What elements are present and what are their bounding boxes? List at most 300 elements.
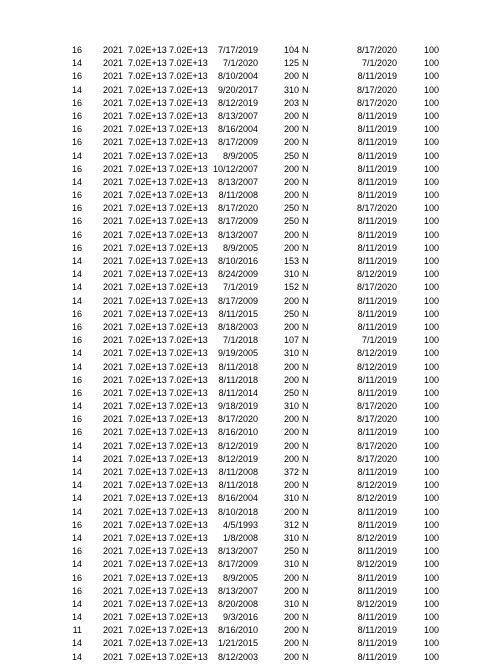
id-cell-1: 7.02E+13 xyxy=(128,335,167,346)
id-cell-2: 7.02E+13 xyxy=(169,163,208,174)
amount-cell: 200 xyxy=(283,612,299,623)
start-date-cell: 9/3/2016 xyxy=(222,612,258,623)
code-cell: 16 xyxy=(71,585,82,596)
spreadsheet-table xyxy=(0,44,494,664)
flag-cell: N xyxy=(302,335,309,346)
code-cell: 14 xyxy=(71,256,82,266)
percent-cell: 100 xyxy=(423,242,439,253)
end-date-cell: 8/12/2019 xyxy=(356,532,397,543)
amount-cell: 312 xyxy=(283,519,299,530)
end-date-cell: 8/11/2019 xyxy=(357,308,397,319)
table-row xyxy=(0,479,494,492)
flag-cell: N xyxy=(302,308,309,319)
start-date-cell: 4/5/1993 xyxy=(222,519,258,530)
id-cell-2: 7.02E+13 xyxy=(169,374,208,385)
start-date-cell: 8/13/2007 xyxy=(217,546,258,557)
end-date-cell: 8/11/2019 xyxy=(357,256,397,266)
amount-cell: 310 xyxy=(283,559,299,570)
end-date-cell: 8/17/2020 xyxy=(356,440,397,451)
code-cell: 14 xyxy=(71,295,82,306)
id-cell-2: 7.02E+13 xyxy=(169,110,208,121)
year-cell: 2021 xyxy=(102,163,123,174)
year-cell: 2021 xyxy=(102,598,123,609)
code-cell: 16 xyxy=(71,137,82,148)
table-row xyxy=(0,440,494,453)
percent-cell: 100 xyxy=(423,374,439,385)
table-row xyxy=(0,651,494,664)
id-cell-2: 7.02E+13 xyxy=(169,84,208,95)
year-cell: 2021 xyxy=(102,559,123,570)
table-row xyxy=(0,215,494,228)
id-cell-1: 7.02E+13 xyxy=(128,216,167,227)
table-row xyxy=(0,598,494,611)
amount-cell: 200 xyxy=(283,229,299,240)
id-cell-2: 7.02E+13 xyxy=(169,546,208,557)
amount-cell: 200 xyxy=(283,506,299,517)
percent-cell: 100 xyxy=(423,401,439,412)
code-cell: 14 xyxy=(71,269,82,280)
amount-cell: 104 xyxy=(283,45,299,55)
amount-cell: 310 xyxy=(283,532,299,543)
id-cell-1: 7.02E+13 xyxy=(128,110,167,121)
year-cell: 2021 xyxy=(102,651,123,662)
end-date-cell: 8/17/2020 xyxy=(356,401,397,412)
end-date-cell: 8/12/2019 xyxy=(356,361,397,372)
id-cell-2: 7.02E+13 xyxy=(169,45,208,55)
id-cell-2: 7.02E+13 xyxy=(169,203,208,214)
flag-cell: N xyxy=(302,519,309,530)
percent-cell: 100 xyxy=(423,612,439,623)
code-cell: 14 xyxy=(71,282,82,293)
id-cell-2: 7.02E+13 xyxy=(169,308,208,319)
table-row xyxy=(0,229,494,242)
percent-cell: 100 xyxy=(423,519,439,530)
start-date-cell: 8/9/2005 xyxy=(222,242,258,253)
id-cell-2: 7.02E+13 xyxy=(169,124,208,135)
flag-cell: N xyxy=(302,269,309,280)
start-date-cell: 8/20/2008 xyxy=(217,598,258,609)
code-cell: 14 xyxy=(71,58,82,69)
id-cell-2: 7.02E+13 xyxy=(169,137,208,148)
code-cell: 14 xyxy=(71,176,82,187)
id-cell-1: 7.02E+13 xyxy=(128,190,167,201)
end-date-cell: 8/11/2019 xyxy=(357,137,397,148)
end-date-cell: 8/11/2019 xyxy=(357,638,397,649)
end-date-cell: 8/11/2019 xyxy=(357,387,397,398)
year-cell: 2021 xyxy=(102,546,123,557)
id-cell-2: 7.02E+13 xyxy=(169,348,208,359)
flag-cell: N xyxy=(302,256,309,266)
percent-cell: 100 xyxy=(423,45,439,55)
start-date-cell: 9/20/2017 xyxy=(217,84,258,95)
year-cell: 2021 xyxy=(102,585,123,596)
table-row xyxy=(0,163,494,176)
percent-cell: 100 xyxy=(423,559,439,570)
start-date-cell: 8/13/2007 xyxy=(217,176,258,187)
id-cell-2: 7.02E+13 xyxy=(169,572,208,583)
start-date-cell: 8/17/2020 xyxy=(217,203,258,214)
code-cell: 16 xyxy=(71,190,82,201)
year-cell: 2021 xyxy=(102,295,123,306)
amount-cell: 200 xyxy=(283,137,299,148)
amount-cell: 200 xyxy=(283,414,299,425)
flag-cell: N xyxy=(302,282,309,293)
code-cell: 11 xyxy=(72,625,82,636)
id-cell-1: 7.02E+13 xyxy=(128,598,167,609)
start-date-cell: 10/12/2007 xyxy=(212,163,258,174)
id-cell-1: 7.02E+13 xyxy=(128,493,167,504)
id-cell-2: 7.02E+13 xyxy=(169,427,208,438)
table-row xyxy=(0,189,494,202)
code-cell: 16 xyxy=(71,203,82,214)
flag-cell: N xyxy=(302,71,309,82)
percent-cell: 100 xyxy=(423,150,439,161)
end-date-cell: 8/11/2019 xyxy=(357,651,397,662)
flag-cell: N xyxy=(302,427,309,438)
id-cell-2: 7.02E+13 xyxy=(169,506,208,517)
id-cell-2: 7.02E+13 xyxy=(169,598,208,609)
percent-cell: 100 xyxy=(423,321,439,332)
amount-cell: 107 xyxy=(283,335,299,346)
start-date-cell: 8/17/2009 xyxy=(217,137,258,148)
percent-cell: 100 xyxy=(423,625,439,636)
end-date-cell: 8/17/2020 xyxy=(356,84,397,95)
year-cell: 2021 xyxy=(102,229,123,240)
start-date-cell: 8/16/2004 xyxy=(217,493,258,504)
code-cell: 16 xyxy=(71,124,82,135)
id-cell-2: 7.02E+13 xyxy=(169,651,208,662)
year-cell: 2021 xyxy=(102,625,123,636)
flag-cell: N xyxy=(302,150,309,161)
percent-cell: 100 xyxy=(423,269,439,280)
code-cell: 16 xyxy=(71,71,82,82)
flag-cell: N xyxy=(302,480,309,491)
end-date-cell: 8/11/2019 xyxy=(357,506,397,517)
flag-cell: N xyxy=(302,453,309,464)
end-date-cell: 8/11/2019 xyxy=(357,176,397,187)
id-cell-1: 7.02E+13 xyxy=(128,612,167,623)
code-cell: 16 xyxy=(71,335,82,346)
table-row xyxy=(0,506,494,519)
start-date-cell: 7/1/2018 xyxy=(222,335,258,346)
flag-cell: N xyxy=(302,295,309,306)
code-cell: 14 xyxy=(71,361,82,372)
id-cell-1: 7.02E+13 xyxy=(128,71,167,82)
amount-cell: 200 xyxy=(283,440,299,451)
table-row xyxy=(0,519,494,532)
start-date-cell: 8/24/2009 xyxy=(217,269,258,280)
code-cell: 14 xyxy=(71,84,82,95)
table-row xyxy=(0,295,494,308)
flag-cell: N xyxy=(302,546,309,557)
percent-cell: 100 xyxy=(423,137,439,148)
year-cell: 2021 xyxy=(102,242,123,253)
table-row xyxy=(0,413,494,426)
amount-cell: 250 xyxy=(283,150,299,161)
end-date-cell: 7/1/2019 xyxy=(361,335,397,346)
amount-cell: 200 xyxy=(283,625,299,636)
flag-cell: N xyxy=(302,124,309,135)
start-date-cell: 8/12/2019 xyxy=(217,440,258,451)
start-date-cell: 8/9/2005 xyxy=(222,572,258,583)
id-cell-2: 7.02E+13 xyxy=(169,519,208,530)
code-cell: 16 xyxy=(71,45,82,55)
id-cell-1: 7.02E+13 xyxy=(128,124,167,135)
percent-cell: 100 xyxy=(423,256,439,266)
code-cell: 16 xyxy=(71,163,82,174)
table-row xyxy=(0,281,494,294)
start-date-cell: 8/17/2009 xyxy=(217,559,258,570)
end-date-cell: 8/12/2019 xyxy=(356,269,397,280)
amount-cell: 200 xyxy=(283,124,299,135)
code-cell: 16 xyxy=(71,519,82,530)
year-cell: 2021 xyxy=(102,150,123,161)
id-cell-2: 7.02E+13 xyxy=(169,321,208,332)
id-cell-1: 7.02E+13 xyxy=(128,546,167,557)
percent-cell: 100 xyxy=(423,308,439,319)
code-cell: 14 xyxy=(71,612,82,623)
year-cell: 2021 xyxy=(102,71,123,82)
year-cell: 2021 xyxy=(102,110,123,121)
flag-cell: N xyxy=(302,414,309,425)
id-cell-1: 7.02E+13 xyxy=(128,242,167,253)
flag-cell: N xyxy=(302,559,309,570)
end-date-cell: 8/11/2019 xyxy=(357,467,397,477)
id-cell-2: 7.02E+13 xyxy=(169,176,208,187)
table-row xyxy=(0,242,494,255)
table-row xyxy=(0,347,494,360)
id-cell-1: 7.02E+13 xyxy=(128,453,167,464)
end-date-cell: 8/11/2019 xyxy=(357,124,397,135)
percent-cell: 100 xyxy=(423,282,439,293)
year-cell: 2021 xyxy=(102,45,123,55)
start-date-cell: 8/12/2003 xyxy=(217,651,258,662)
table-row xyxy=(0,453,494,466)
code-cell: 16 xyxy=(71,387,82,398)
code-cell: 16 xyxy=(71,374,82,385)
year-cell: 2021 xyxy=(102,532,123,543)
code-cell: 14 xyxy=(71,638,82,649)
id-cell-2: 7.02E+13 xyxy=(169,453,208,464)
end-date-cell: 8/11/2019 xyxy=(357,585,397,596)
id-cell-1: 7.02E+13 xyxy=(128,519,167,530)
year-cell: 2021 xyxy=(102,387,123,398)
start-date-cell: 8/11/2014 xyxy=(218,387,258,398)
table-row xyxy=(0,57,494,70)
id-cell-1: 7.02E+13 xyxy=(128,374,167,385)
year-cell: 2021 xyxy=(102,374,123,385)
id-cell-1: 7.02E+13 xyxy=(128,348,167,359)
end-date-cell: 8/12/2019 xyxy=(356,598,397,609)
start-date-cell: 8/17/2020 xyxy=(217,414,258,425)
table-row xyxy=(0,202,494,215)
code-cell: 14 xyxy=(71,532,82,543)
end-date-cell: 8/11/2019 xyxy=(357,190,397,201)
id-cell-1: 7.02E+13 xyxy=(128,163,167,174)
amount-cell: 310 xyxy=(283,84,299,95)
flag-cell: N xyxy=(302,625,309,636)
table-row xyxy=(0,637,494,650)
percent-cell: 100 xyxy=(423,651,439,662)
flag-cell: N xyxy=(302,97,309,108)
amount-cell: 200 xyxy=(283,453,299,464)
table-row xyxy=(0,466,494,479)
percent-cell: 100 xyxy=(423,110,439,121)
start-date-cell: 8/16/2010 xyxy=(217,427,258,438)
table-row xyxy=(0,624,494,637)
flag-cell: N xyxy=(302,348,309,359)
id-cell-1: 7.02E+13 xyxy=(128,282,167,293)
percent-cell: 100 xyxy=(423,572,439,583)
flag-cell: N xyxy=(302,374,309,385)
percent-cell: 100 xyxy=(423,493,439,504)
id-cell-1: 7.02E+13 xyxy=(128,559,167,570)
percent-cell: 100 xyxy=(423,163,439,174)
start-date-cell: 8/13/2007 xyxy=(217,585,258,596)
start-date-cell: 8/13/2007 xyxy=(217,229,258,240)
id-cell-2: 7.02E+13 xyxy=(169,401,208,412)
start-date-cell: 8/11/2008 xyxy=(218,467,258,477)
id-cell-1: 7.02E+13 xyxy=(128,638,167,649)
percent-cell: 100 xyxy=(423,84,439,95)
id-cell-2: 7.02E+13 xyxy=(169,467,208,477)
code-cell: 16 xyxy=(71,229,82,240)
end-date-cell: 8/17/2020 xyxy=(356,282,397,293)
code-cell: 16 xyxy=(71,321,82,332)
percent-cell: 100 xyxy=(423,295,439,306)
id-cell-1: 7.02E+13 xyxy=(128,229,167,240)
end-date-cell: 8/11/2019 xyxy=(357,163,397,174)
amount-cell: 200 xyxy=(283,480,299,491)
amount-cell: 310 xyxy=(283,401,299,412)
end-date-cell: 8/12/2019 xyxy=(356,493,397,504)
table-row xyxy=(0,532,494,545)
table-row xyxy=(0,426,494,439)
flag-cell: N xyxy=(302,163,309,174)
code-cell: 16 xyxy=(71,308,82,319)
id-cell-2: 7.02E+13 xyxy=(169,612,208,623)
id-cell-1: 7.02E+13 xyxy=(128,427,167,438)
end-date-cell: 8/11/2019 xyxy=(357,572,397,583)
amount-cell: 125 xyxy=(283,58,299,69)
code-cell: 16 xyxy=(71,546,82,557)
code-cell: 14 xyxy=(71,150,82,161)
id-cell-2: 7.02E+13 xyxy=(169,282,208,293)
flag-cell: N xyxy=(302,321,309,332)
amount-cell: 250 xyxy=(283,387,299,398)
code-cell: 14 xyxy=(71,467,82,477)
year-cell: 2021 xyxy=(102,440,123,451)
id-cell-1: 7.02E+13 xyxy=(128,480,167,491)
id-cell-1: 7.02E+13 xyxy=(128,256,167,266)
year-cell: 2021 xyxy=(102,137,123,148)
percent-cell: 100 xyxy=(423,546,439,557)
flag-cell: N xyxy=(302,401,309,412)
table-row xyxy=(0,374,494,387)
start-date-cell: 9/18/2019 xyxy=(217,401,258,412)
code-cell: 14 xyxy=(71,598,82,609)
id-cell-1: 7.02E+13 xyxy=(128,401,167,412)
id-cell-2: 7.02E+13 xyxy=(169,638,208,649)
year-cell: 2021 xyxy=(102,256,123,266)
id-cell-2: 7.02E+13 xyxy=(169,585,208,596)
flag-cell: N xyxy=(302,190,309,201)
id-cell-2: 7.02E+13 xyxy=(169,190,208,201)
id-cell-1: 7.02E+13 xyxy=(128,532,167,543)
end-date-cell: 8/11/2019 xyxy=(357,321,397,332)
flag-cell: N xyxy=(302,440,309,451)
flag-cell: N xyxy=(302,84,309,95)
percent-cell: 100 xyxy=(423,58,439,69)
code-cell: 14 xyxy=(71,453,82,464)
flag-cell: N xyxy=(302,493,309,504)
id-cell-1: 7.02E+13 xyxy=(128,269,167,280)
end-date-cell: 8/11/2019 xyxy=(357,427,397,438)
year-cell: 2021 xyxy=(102,506,123,517)
id-cell-1: 7.02E+13 xyxy=(128,625,167,636)
code-cell: 16 xyxy=(71,242,82,253)
table-row xyxy=(0,321,494,334)
start-date-cell: 8/11/2018 xyxy=(218,361,258,372)
table-row xyxy=(0,84,494,97)
table-row xyxy=(0,136,494,149)
id-cell-2: 7.02E+13 xyxy=(169,150,208,161)
amount-cell: 200 xyxy=(283,163,299,174)
amount-cell: 372 xyxy=(283,467,299,477)
year-cell: 2021 xyxy=(102,321,123,332)
table-row xyxy=(0,268,494,281)
end-date-cell: 8/11/2019 xyxy=(357,295,397,306)
table-row xyxy=(0,585,494,598)
id-cell-2: 7.02E+13 xyxy=(169,269,208,280)
flag-cell: N xyxy=(302,612,309,623)
end-date-cell: 8/11/2019 xyxy=(357,110,397,121)
percent-cell: 100 xyxy=(423,585,439,596)
table-row xyxy=(0,361,494,374)
start-date-cell: 8/16/2010 xyxy=(217,625,258,636)
amount-cell: 250 xyxy=(283,546,299,557)
end-date-cell: 8/17/2020 xyxy=(356,453,397,464)
flag-cell: N xyxy=(302,638,309,649)
start-date-cell: 7/1/2019 xyxy=(222,282,258,293)
id-cell-2: 7.02E+13 xyxy=(169,559,208,570)
percent-cell: 100 xyxy=(423,216,439,227)
table-row xyxy=(0,334,494,347)
end-date-cell: 8/11/2019 xyxy=(357,216,397,227)
percent-cell: 100 xyxy=(423,414,439,425)
year-cell: 2021 xyxy=(102,124,123,135)
start-date-cell: 8/10/2018 xyxy=(217,506,258,517)
amount-cell: 200 xyxy=(283,572,299,583)
id-cell-1: 7.02E+13 xyxy=(128,651,167,662)
id-cell-1: 7.02E+13 xyxy=(128,585,167,596)
flag-cell: N xyxy=(302,572,309,583)
code-cell: 16 xyxy=(71,572,82,583)
year-cell: 2021 xyxy=(102,414,123,425)
start-date-cell: 8/11/2015 xyxy=(218,308,258,319)
id-cell-2: 7.02E+13 xyxy=(169,335,208,346)
id-cell-2: 7.02E+13 xyxy=(169,361,208,372)
start-date-cell: 1/21/2015 xyxy=(217,638,258,649)
flag-cell: N xyxy=(302,58,309,69)
year-cell: 2021 xyxy=(102,572,123,583)
flag-cell: N xyxy=(302,176,309,187)
flag-cell: N xyxy=(302,387,309,398)
end-date-cell: 8/12/2019 xyxy=(356,559,397,570)
percent-cell: 100 xyxy=(423,229,439,240)
table-row xyxy=(0,150,494,163)
amount-cell: 203 xyxy=(283,97,299,108)
